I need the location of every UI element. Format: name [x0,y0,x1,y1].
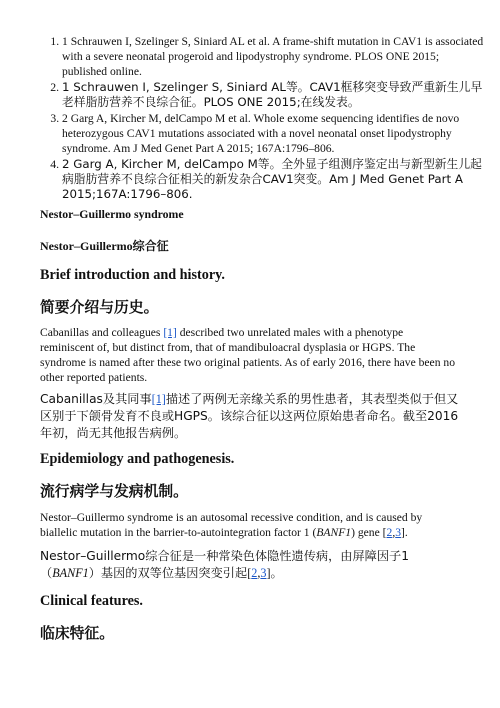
epi-heading-en: Epidemiology and pathogenesis. [40,451,235,467]
text-run: Nestor–Guillermo syndrome is an autosomal recessive condition, and is caused by biallelic mutation in the barrier-to-autointegration factor 1 ( [40,511,423,539]
bracket: ] [266,566,271,580]
text-run: Nestor–Guillermo综合征是一种常染色体隐性遗传病，由屏障因子1（ [40,549,409,580]
text-run: . [404,526,408,539]
text-run: Cabanillas及其同事 [40,392,152,406]
reference-list [40,34,484,203]
citation-link[interactable]: [1] [151,392,166,406]
text-run: Cabanillas and colleagues [40,326,164,339]
epi-paragraph-zh [40,548,460,582]
syndrome-title-zh [40,237,460,254]
text-run: described two unrelated males with a phenotype reminiscent of, but distinct from, that of mandibuloacral dysplasia or HGPS. The syndrome is named after these two original patients. As of early 2016, there have been no other reported patients. [40,326,455,384]
separator: , [257,566,261,580]
citation-link[interactable]: 3 [395,526,402,539]
bracket: [ [247,566,252,580]
reference-text: 2 Garg A, Kircher M, delCampo M等。全外显子组测序鉴定出与新型新生儿起病脂肪营养不良综合征相关的新发杂合CAV1突变。Am J Med Genet Part A 2015;167A:1796–806. [62,157,482,201]
clinical-heading-zh: 临床特征。 [40,625,114,642]
epi-heading-zh: 流行病学与发病机制。 [40,483,188,500]
epi-paragraph-en [40,510,460,540]
intro-heading-zh: 简要介绍与历史。 [40,299,159,316]
intro-heading-en: Brief introduction and history. [40,267,225,283]
reference-text: 1 Schrauwen I, Szelinger S, Siniard AL等。CAV1框移突变导致严重新生儿早老样脂肪营养不良综合征。PLOS ONE 2015;在线发表。 [62,80,483,109]
gene-name: BANF1 [52,566,89,580]
clinical-heading-en: Clinical features. [40,593,143,609]
reference-item [62,157,484,202]
separator: , [392,526,396,539]
intro-paragraph-en [40,325,460,385]
citation-link[interactable]: 3 [260,566,267,580]
syndrome-suffix: 综合征 [132,239,169,253]
citation-link[interactable]: 2 [251,566,258,580]
citation-link[interactable]: 2 [386,526,393,539]
reference-item [62,80,484,110]
gene-name: BANF1 [316,526,352,539]
syndrome-title-en: Nestor–Guillermo syndrome [40,207,184,221]
reference-item: 3. 2 Garg A, Kircher M, delCampo M et al. Whole exome sequencing identifies de novo heterozygous CAV1 mutations associated with a novel neonatal onset lipodystrophy syndrome. Am J Med Genet Part A 2015; 167A:1796–806. [62,111,484,156]
intro-paragraph-zh [40,391,460,442]
reference-item: 1. 1 Schrauwen I, Szelinger S, Siniard AL et al. A frame-shift mutation in CAV1 is associated with a severe neonatal progeroid and lipodystrophy syndrome. PLOS ONE 2015; published online. [62,34,484,79]
bracket: [ [382,526,387,539]
text-run: ) gene [351,526,383,539]
text-run: 。 [270,566,283,580]
bracket: ] [401,526,405,539]
text-run: 描述了两例无亲缘关系的男性患者，其表型类似于但又区别于下颌骨发育不良或HGPS。该综合征以这两位原始患者命名。截至2016年初，尚无其他报告病例。 [40,392,459,440]
syndrome-name: Nestor–Guillermo [40,239,133,253]
text-run: ）基因的双等位基因突变引起 [88,566,248,580]
citation-link[interactable]: [1] [163,326,177,339]
